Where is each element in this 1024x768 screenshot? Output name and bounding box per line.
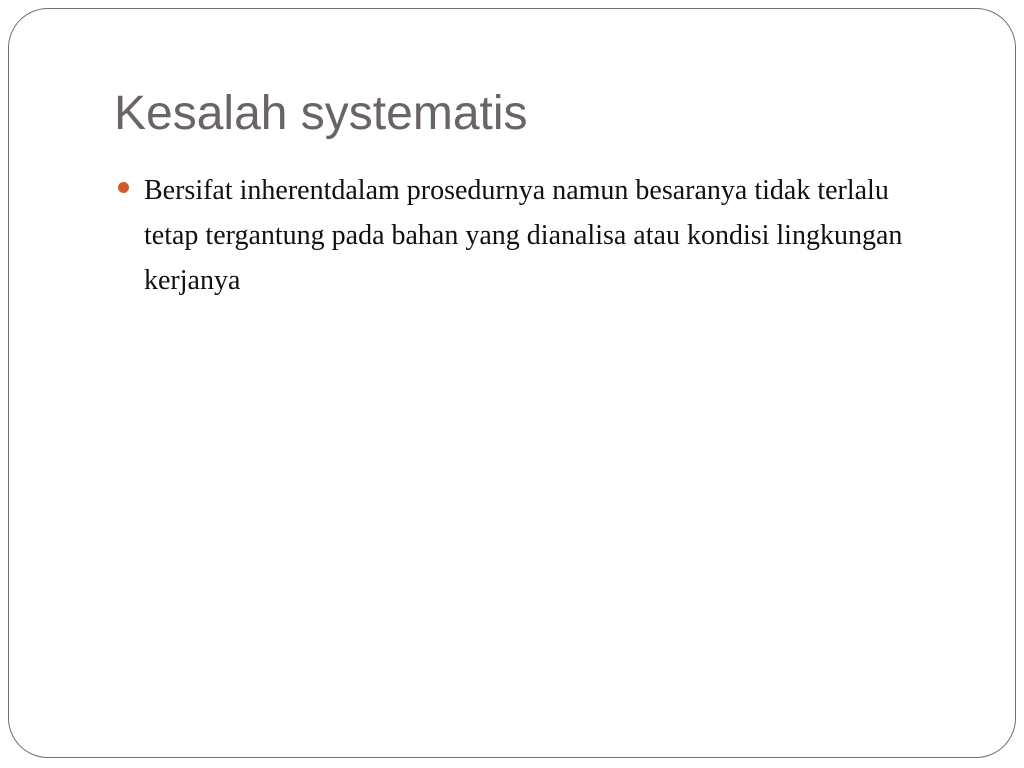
bullet-list — [114, 168, 934, 303]
bullet-text: Bersifat inherentdalam prosedurnya namun besaranya tidak terlalu tetap tergantung pada bahan yang dianalisa atau kondisi lingkungan kerjanya — [144, 175, 903, 296]
slide-title: Kesalah systematis — [114, 87, 528, 140]
bullet-dot-icon — [118, 182, 129, 193]
bullet-item — [114, 168, 934, 303]
